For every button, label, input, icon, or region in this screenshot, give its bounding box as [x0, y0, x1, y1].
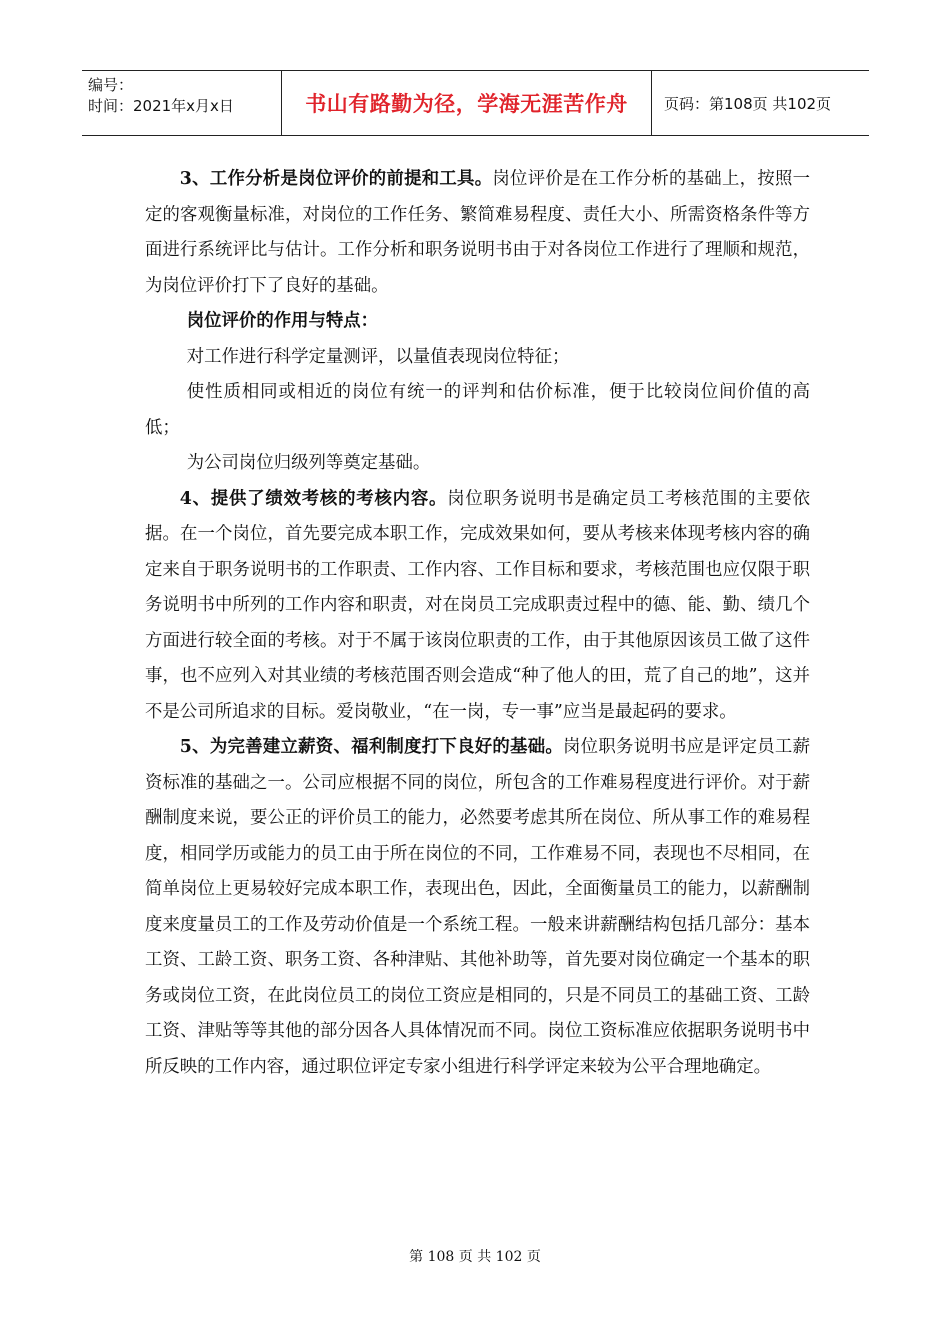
paragraph-text: 岗位评价是在工作分析的基础上，按照一定的客观衡量标准，对岗位的工作任务、繁简难易程度、责任大小、所需资格条件等方面进行系统评比与估计。工作分析和职务说明书由于对各岗位工作进行了理顺和规范，为岗位评价打下了良好的基础。 — [145, 169, 810, 296]
header-page-cell — [652, 71, 869, 135]
document-number-label: 编号： — [88, 76, 134, 94]
paragraph-text: 岗位职务说明书应是评定员工薪资标准的基础之一。公司应根据不同的岗位，所包含的工作难易程度进行评价。对于薪酬制度来说，要公正的评价员工的能力，必然要考虑其所在岗位、所从事工作的难易程度，相同学历或能力的员工由于所在岗位的不同，工作难易不同，表现也不尽相同，在简单岗位上更易较好完成本职工作，表现出色，因此，全面衡量员工的能力，以薪酬制度来度量员工的工作及劳动价值是一个系统工程。一般来讲薪酬结构包括几部分：基本工资、工龄工资、职务工资、各种津贴、其他补助等，首先要对岗位确定一个基本的职务或岗位工资，在此岗位员工的岗位工资应是相同的，只是不同员工的基础工资、工龄工资、津贴等等其他的部分因各人具体情况而不同。岗位工资标准应依据职务说明书中所反映的工作内容，通过职位评定专家小组进行科学评定来较为公平合理地确定。 — [145, 737, 810, 1077]
paragraph-text: 为公司岗位归级列等奠定基础。 — [186, 453, 431, 473]
paragraph-heading: 4、提供了绩效考核的考核内容。 — [179, 488, 448, 509]
paragraph-heading: 3、工作分析是岗位评价的前提和工具。 — [179, 169, 493, 189]
paragraph-text: 使性质相同或相近的岗位有统一的评判和估价标准，便于比较岗位间价值的高低； — [145, 382, 810, 438]
paragraph-role-heading — [145, 304, 810, 340]
header-motto-cell — [282, 71, 652, 135]
paragraph-3 — [145, 162, 810, 304]
paragraph-text: 对工作进行科学定量测评，以量值表现岗位特征； — [186, 346, 570, 367]
paragraph-heading: 岗位评价的作用与特点： — [186, 311, 379, 331]
paragraph-role-item-3 — [145, 446, 810, 482]
paragraph-5 — [145, 730, 810, 1085]
paragraph-role-item-1 — [145, 340, 810, 376]
paragraph-text: 岗位职务说明书是确定员工考核范围的主要依据。在一个岗位，首先要完成本职工作，完成效果如何，要从考核来体现考核内容的确定来自于职务说明书的工作职责、工作内容、工作目标和要求，考核范围也应仅限于职务说明书中所列的工作内容和职责，对在岗员工完成职责过程中的德、能、勤、绩几个方面进行较全面的考核。对于不属于该岗位职责的工作，由于其他原因该员工做了这件事，也不应列入对其业绩的考核范围否则会造成“种了他人的田，荒了自己的地”，这并不是公司所追求的目标。爱岗敬业，“在一岗，专一事”应当是最起码的要求。 — [145, 488, 810, 722]
page-footer: 第 108 页 共 102 页 — [409, 1249, 541, 1265]
paragraph-4 — [145, 482, 810, 731]
header-page-code: 页码：第108页 共102页 — [664, 94, 832, 113]
paragraph-heading: 5、为完善建立薪资、福利制度打下良好的基础。 — [179, 737, 564, 757]
header-meta — [82, 71, 282, 135]
paragraph-role-item-2 — [145, 375, 810, 446]
header-motto: 书山有路勤为径，学海无涯苦作舟 — [305, 92, 628, 116]
document-time-label: 时间：2021年x月x日 — [88, 97, 234, 115]
page-header — [82, 70, 869, 136]
document-body — [145, 162, 810, 1085]
